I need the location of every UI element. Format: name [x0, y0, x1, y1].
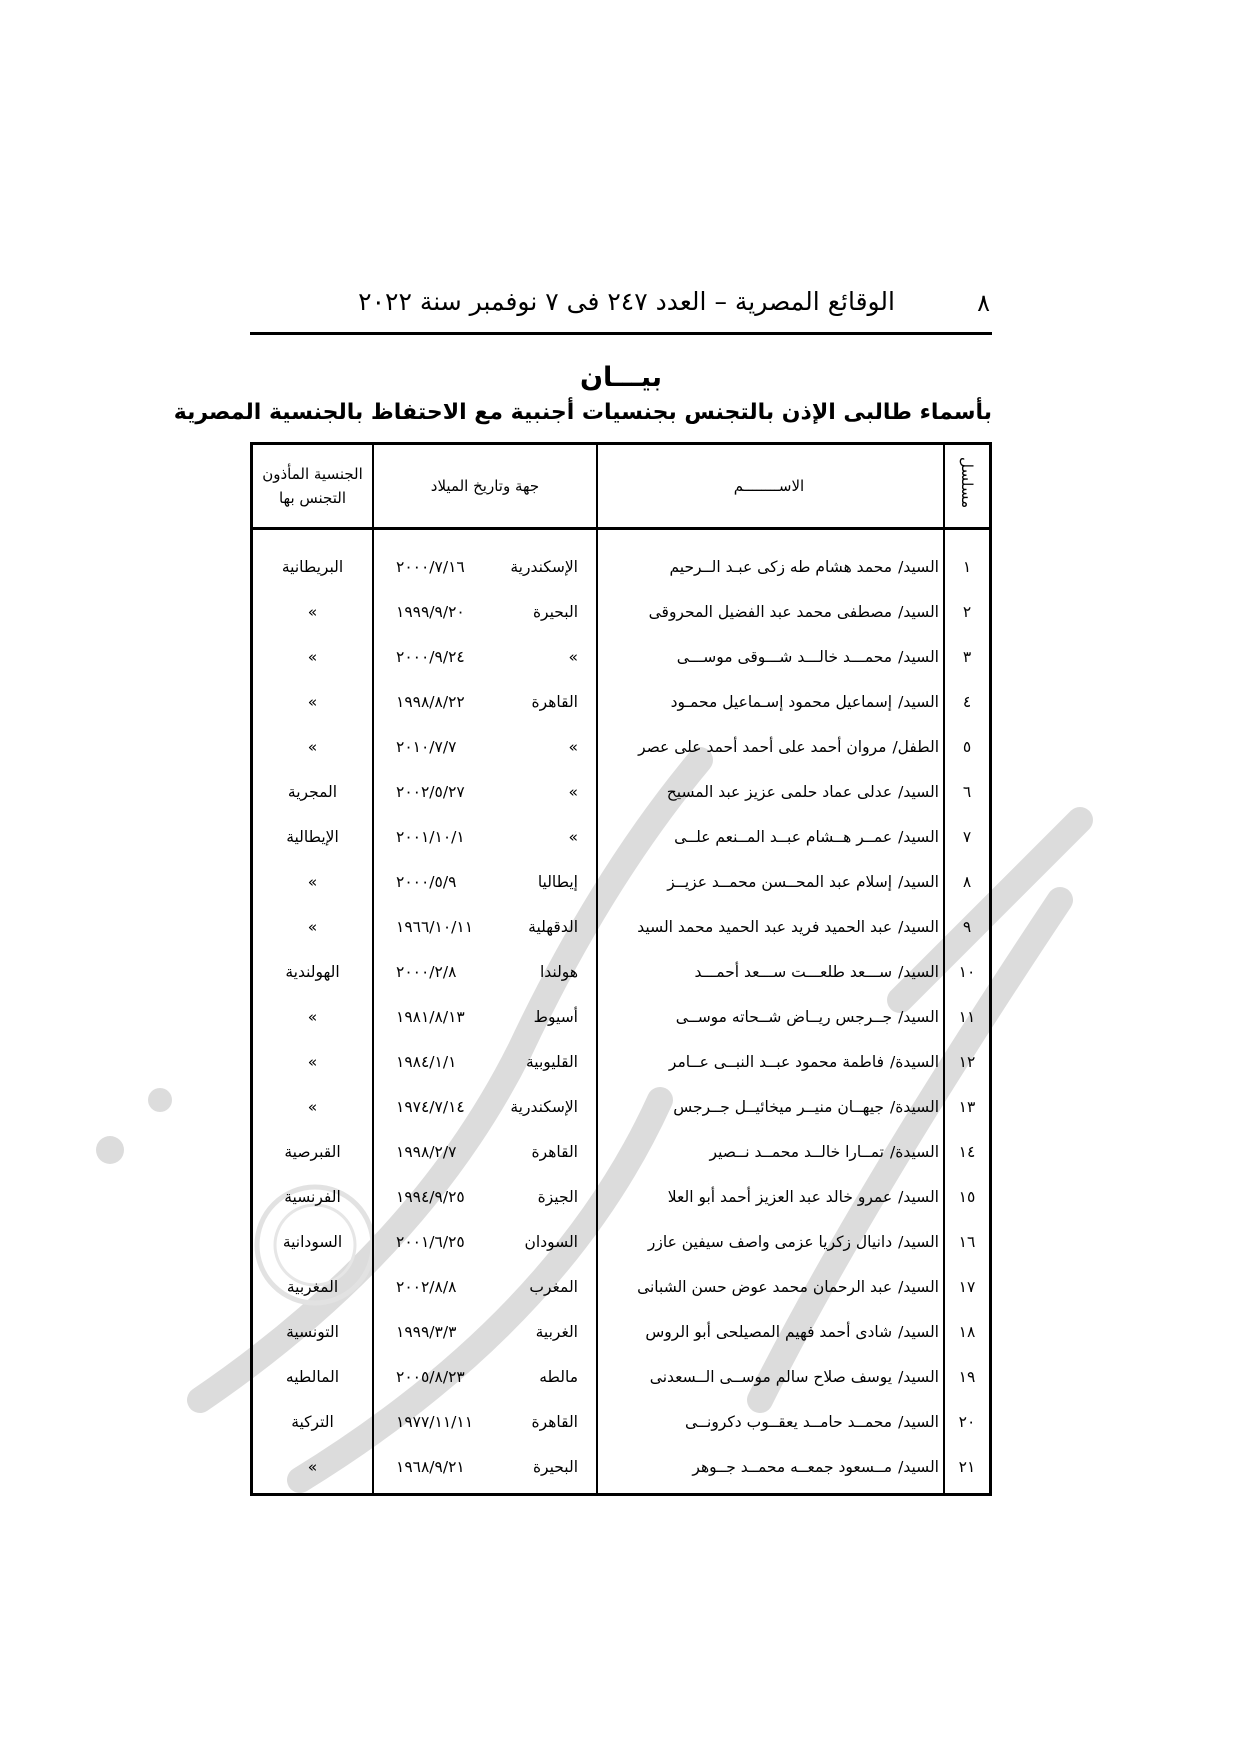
table-row	[252, 1354, 991, 1399]
cell-serial: ٤	[944, 679, 991, 724]
cell-name	[597, 1444, 944, 1495]
cell-name-text: إسلام عبد المحــسن محمــد عزيــز	[667, 872, 893, 891]
cell-name	[597, 679, 944, 724]
cell-birth	[373, 814, 597, 859]
cell-serial: ١١	[944, 994, 991, 1039]
cell-birth-place: الدقهلية	[528, 917, 578, 936]
cell-nationality: »	[252, 1039, 374, 1084]
cell-name-title: السيد/	[898, 1187, 939, 1206]
cell-name-title: السيد/	[898, 692, 939, 711]
cell-birth	[373, 1444, 597, 1495]
cell-birth-date: ٢٠٠١/١٠/١	[396, 827, 465, 846]
cell-nationality: السودانية	[252, 1219, 374, 1264]
cell-birth-date: ١٩٦٨/٩/٢١	[396, 1457, 465, 1476]
cell-birth-place: مالطه	[539, 1367, 578, 1386]
cell-birth-place: »	[568, 782, 578, 801]
table-row	[252, 589, 991, 634]
cell-birth	[373, 1039, 597, 1084]
cell-birth-place: الإسكندرية	[510, 1097, 578, 1116]
cell-birth	[373, 1399, 597, 1444]
table-row	[252, 1399, 991, 1444]
page-number: ٨	[977, 289, 990, 317]
cell-name-title: السيد/	[898, 647, 939, 666]
table-row	[252, 634, 991, 679]
cell-name	[597, 589, 944, 634]
cell-birth	[373, 529, 597, 590]
table-row	[252, 679, 991, 724]
cell-nationality: الهولندية	[252, 949, 374, 994]
cell-birth	[373, 859, 597, 904]
journal-issue-line: الوقائع المصرية – العدد ٢٤٧ فى ٧ نوفمبر سنة ٢٠٢٢	[358, 287, 895, 316]
table-row	[252, 529, 991, 590]
cell-birth	[373, 1219, 597, 1264]
cell-name-title: السيدة/	[889, 1097, 939, 1116]
cell-birth-place: المغرب	[529, 1277, 578, 1296]
cell-serial: ٩	[944, 904, 991, 949]
cell-birth-place: الجيزة	[537, 1187, 578, 1206]
column-header-serial	[944, 444, 991, 529]
cell-name-text: مــسعود جمعــه محمــد جــوهر	[692, 1457, 893, 1476]
column-header-name: الاســــــــم	[597, 444, 944, 529]
cell-name-title: السيد/	[898, 1007, 939, 1026]
table-row	[252, 994, 991, 1039]
cell-nationality: الإيطالية	[252, 814, 374, 859]
cell-serial: ١٥	[944, 1174, 991, 1219]
cell-name	[597, 724, 944, 769]
cell-name-text: يوسف صلاح سالم موســى الــسعدنى	[649, 1367, 893, 1386]
cell-name-text: محمــد حامــد يعقــوب دكرونــى	[685, 1412, 893, 1431]
cell-birth-date: ٢٠٠٠/٢/٨	[396, 962, 457, 981]
cell-birth	[373, 1309, 597, 1354]
cell-birth-place: السودان	[524, 1232, 578, 1251]
cell-birth-date: ١٩٩٩/٣/٣	[396, 1322, 457, 1341]
cell-serial: ٢٠	[944, 1399, 991, 1444]
cell-birth-date: ٢٠٠٠/٩/٢٤	[396, 647, 465, 666]
cell-name-text: عدلى عماد حلمى عزيز عبد المسيح	[666, 782, 893, 801]
cell-birth-date: ٢٠٠٠/٧/١٦	[396, 557, 465, 576]
cell-birth	[373, 1264, 597, 1309]
cell-name-text: جيهــان منيــر ميخائيــل جــرجس	[673, 1097, 884, 1116]
cell-birth-date: ١٩٨٤/١/١	[396, 1052, 457, 1071]
table-header-row	[252, 444, 991, 529]
cell-birth-date: ١٩٧٤/٧/١٤	[396, 1097, 465, 1116]
cell-name-text: إسماعيل محمود إسـماعيل محمـود	[670, 692, 893, 711]
table-row	[252, 1039, 991, 1084]
cell-nationality: التونسية	[252, 1309, 374, 1354]
cell-serial: ٢	[944, 589, 991, 634]
cell-birth-date: ١٩٩٨/٢/٧	[396, 1142, 457, 1161]
cell-name-text: شادى أحمد فهيم المصيلحى أبو الروس	[645, 1322, 893, 1341]
table-row	[252, 1129, 991, 1174]
cell-name	[597, 1264, 944, 1309]
cell-name	[597, 769, 944, 814]
document-subtitle: بأسماء طالبى الإذن بالتجنس بجنسيات أجنبية مع الاحتفاظ بالجنسية المصرية	[173, 400, 992, 425]
cell-birth-place: القاهرة	[531, 692, 578, 711]
cell-name-title: السيد/	[898, 827, 939, 846]
cell-nationality: »	[252, 904, 374, 949]
cell-nationality: »	[252, 1084, 374, 1129]
cell-birth-place: البحيرة	[532, 1457, 578, 1476]
cell-name-title: السيد/	[898, 782, 939, 801]
cell-birth	[373, 589, 597, 634]
cell-name-title: السيدة/	[889, 1142, 939, 1161]
cell-name-title: السيد/	[898, 1412, 939, 1431]
cell-birth-place: الغربية	[535, 1322, 578, 1341]
cell-birth-place: الإسكندرية	[510, 557, 578, 576]
table-row	[252, 1444, 991, 1495]
table-row	[252, 724, 991, 769]
cell-name-text: تمــارا خالــد محمــد نــصير	[709, 1142, 884, 1161]
cell-birth-date: ٢٠١٠/٧/٧	[396, 737, 457, 756]
cell-nationality: »	[252, 859, 374, 904]
cell-name	[597, 1174, 944, 1219]
cell-name-title: السيد/	[898, 872, 939, 891]
cell-name-text: مروان أحمد على أحمد أحمد على عصر	[638, 737, 887, 756]
cell-nationality: البريطانية	[252, 529, 374, 590]
naturalization-table	[250, 442, 992, 1496]
cell-name	[597, 949, 944, 994]
column-header-birth: جهة وتاريخ الميلاد	[373, 444, 597, 529]
column-header-serial-label: مسلسل	[958, 456, 976, 509]
cell-name	[597, 634, 944, 679]
cell-name	[597, 1354, 944, 1399]
naturalization-table-container	[250, 442, 992, 1476]
cell-nationality: »	[252, 1444, 374, 1495]
cell-birth-place: القليوبية	[526, 1052, 578, 1071]
cell-name	[597, 904, 944, 949]
cell-birth	[373, 1084, 597, 1129]
cell-birth	[373, 634, 597, 679]
cell-birth-place: »	[568, 737, 578, 756]
cell-name-text: ســـعد طلعـــت ســـعد أحمـــد	[694, 962, 893, 981]
cell-serial: ١٩	[944, 1354, 991, 1399]
cell-birth-place: »	[568, 647, 578, 666]
cell-birth	[373, 769, 597, 814]
table-row	[252, 814, 991, 859]
cell-birth-place: إيطاليا	[537, 872, 578, 891]
cell-birth	[373, 994, 597, 1039]
cell-name-title: السيد/	[898, 1367, 939, 1386]
cell-serial: ١	[944, 529, 991, 590]
cell-name-title: السيد/	[898, 602, 939, 621]
cell-name-title: السيد/	[898, 1277, 939, 1296]
table-row	[252, 1084, 991, 1129]
cell-nationality: المالطيه	[252, 1354, 374, 1399]
table-row	[252, 769, 991, 814]
cell-name-text: جــرجس ريــاض شــحاته موســى	[675, 1007, 893, 1026]
cell-serial: ١٣	[944, 1084, 991, 1129]
cell-nationality: »	[252, 994, 374, 1039]
cell-name-title: السيد/	[898, 1322, 939, 1341]
table-row	[252, 1264, 991, 1309]
cell-birth-date: ١٩٦٦/١٠/١١	[396, 917, 474, 936]
cell-birth-date: ١٩٩٩/٩/٢٠	[396, 602, 465, 621]
document-title: بيـــان	[579, 362, 663, 393]
cell-nationality: »	[252, 724, 374, 769]
cell-birth-date: ٢٠٠٢/٨/٨	[396, 1277, 457, 1296]
column-header-nationality: الجنسية المأذون التجنس بها	[252, 444, 374, 529]
cell-serial: ١٢	[944, 1039, 991, 1084]
header-divider	[250, 332, 992, 335]
cell-serial: ٢١	[944, 1444, 991, 1495]
cell-serial: ٨	[944, 859, 991, 904]
cell-serial: ٧	[944, 814, 991, 859]
cell-serial: ١٤	[944, 1129, 991, 1174]
cell-birth-date: ١٩٨١/٨/١٣	[396, 1007, 465, 1026]
cell-name	[597, 859, 944, 904]
cell-birth-date: ٢٠٠١/٦/٢٥	[396, 1232, 465, 1251]
table-row	[252, 904, 991, 949]
cell-nationality: المجرية	[252, 769, 374, 814]
cell-nationality: القبرصية	[252, 1129, 374, 1174]
cell-birth-place: القاهرة	[531, 1412, 578, 1431]
cell-name-title: السيد/	[898, 962, 939, 981]
cell-serial: ٣	[944, 634, 991, 679]
cell-name-title: السيد/	[898, 1232, 939, 1251]
cell-name-text: عبد الرحمان محمد عوض حسن الشبانى	[637, 1277, 893, 1296]
cell-birth-date: ٢٠٠٠/٥/٩	[396, 872, 457, 891]
cell-birth	[373, 1354, 597, 1399]
table-row	[252, 949, 991, 994]
cell-birth-date: ١٩٧٧/١١/١١	[396, 1412, 474, 1431]
cell-name-text: محمد هشام طه زكى عبـد الــرحيم	[669, 557, 893, 576]
cell-birth	[373, 1129, 597, 1174]
table-row	[252, 1219, 991, 1264]
cell-birth-date: ٢٠٠٥/٨/٢٣	[396, 1367, 465, 1386]
cell-serial: ١٠	[944, 949, 991, 994]
cell-nationality: الفرنسية	[252, 1174, 374, 1219]
cell-name-title: السيد/	[898, 917, 939, 936]
cell-name	[597, 1039, 944, 1084]
cell-name	[597, 1399, 944, 1444]
cell-name	[597, 1084, 944, 1129]
cell-nationality: المغربية	[252, 1264, 374, 1309]
cell-birth	[373, 949, 597, 994]
cell-name	[597, 1309, 944, 1354]
cell-birth	[373, 679, 597, 724]
cell-nationality: »	[252, 679, 374, 724]
cell-birth-place: القاهرة	[531, 1142, 578, 1161]
cell-name	[597, 529, 944, 590]
cell-birth-date: ٢٠٠٢/٥/٢٧	[396, 782, 465, 801]
cell-name-text: مصطفى محمد عبد الفضيل المحروقى	[648, 602, 893, 621]
cell-birth	[373, 724, 597, 769]
cell-serial: ٦	[944, 769, 991, 814]
cell-name	[597, 994, 944, 1039]
table-row	[252, 1309, 991, 1354]
cell-name	[597, 1219, 944, 1264]
cell-name-text: عمرو خالد عبد العزيز أحمد أبو العلا	[667, 1187, 893, 1206]
cell-serial: ١٧	[944, 1264, 991, 1309]
cell-nationality: »	[252, 589, 374, 634]
cell-birth	[373, 904, 597, 949]
cell-nationality: التركية	[252, 1399, 374, 1444]
cell-name-title: السيد/	[898, 557, 939, 576]
cell-birth	[373, 1174, 597, 1219]
table-row	[252, 859, 991, 904]
cell-nationality: »	[252, 634, 374, 679]
page-header	[250, 283, 990, 327]
table-body	[252, 529, 991, 1495]
cell-name	[597, 814, 944, 859]
table-row	[252, 1174, 991, 1219]
cell-serial: ١٦	[944, 1219, 991, 1264]
cell-birth-place: هولندا	[539, 962, 578, 981]
cell-name-text: دانيال زكريا عزمى واصف سيفين عازر	[647, 1232, 893, 1251]
cell-birth-date: ١٩٩٤/٩/٢٥	[396, 1187, 465, 1206]
cell-birth-place: »	[568, 827, 578, 846]
cell-name-text: محمـــد خالـــد شـــوقى موســـى	[676, 647, 893, 666]
cell-name-text: عمــر هــشام عبــد المــنعم علــى	[674, 827, 893, 846]
cell-name-title: الطفل/	[892, 737, 939, 756]
cell-serial: ١٨	[944, 1309, 991, 1354]
cell-name-title: السيدة/	[889, 1052, 939, 1071]
cell-name	[597, 1129, 944, 1174]
cell-birth-place: البحيرة	[532, 602, 578, 621]
cell-birth-date: ١٩٩٨/٨/٢٢	[396, 692, 465, 711]
cell-serial: ٥	[944, 724, 991, 769]
cell-birth-place: أسيوط	[533, 1007, 578, 1026]
cell-name-title: السيد/	[898, 1457, 939, 1476]
cell-name-text: عبد الحميد فريد عبد الحميد محمد السيد	[637, 917, 893, 936]
cell-name-text: فاطمة محمود عبــد النبــى عــامر	[668, 1052, 884, 1071]
